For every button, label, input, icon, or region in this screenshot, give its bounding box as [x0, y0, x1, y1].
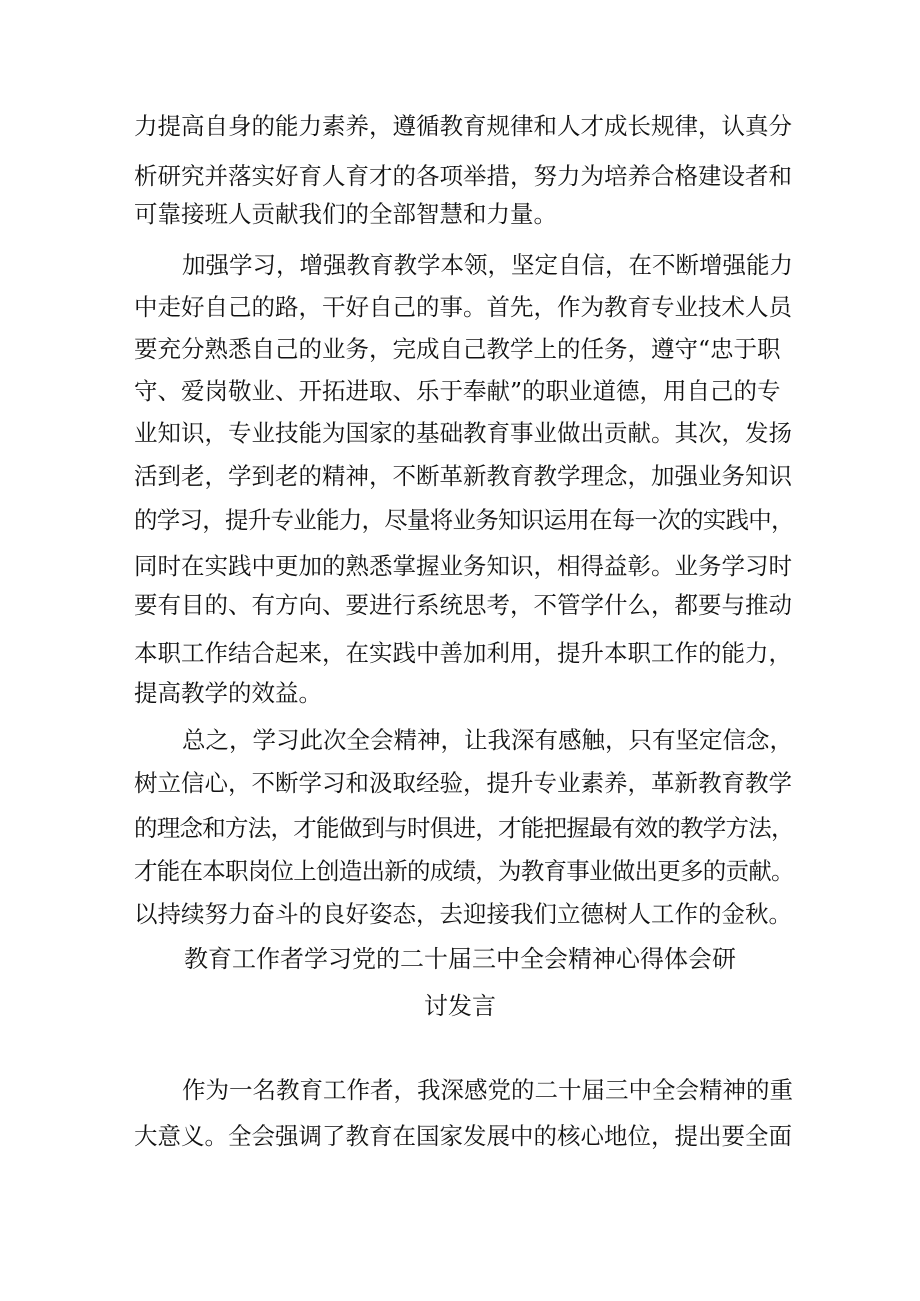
text-line: 的理念和方法，才能做到与时俱进，才能把握最有效的教学方法，: [134, 814, 794, 842]
text-line: 可靠接班人贡献我们的全部智慧和力量。: [134, 200, 557, 228]
text-line: 要有目的、有方向、要进行系统思考，不管学什么，都要与推动: [134, 591, 792, 619]
text-line: 同时在实践中更加的熟悉掌握业务知识，相得益彰。业务学习时: [134, 552, 792, 580]
text-line: 守、爱岗敬业、开拓进取、乐于奉献”的职业道德，用自己的专: [134, 377, 781, 405]
text-line: 以持续努力奋斗的良好姿态，去迎接我们立德树人工作的金秋。: [134, 900, 792, 928]
text-line: 总之，学习此次全会精神，让我深有感触，只有坚定信念，: [182, 726, 793, 754]
text-line: 业知识，专业技能为国家的基础教育事业做出贡献。其次，发扬: [134, 419, 792, 447]
text-line: 作为一名教育工作者，我深感党的二十届三中全会精神的重: [182, 1076, 793, 1104]
text-line: 才能在本职岗位上创造出新的成绩，为教育事业做出更多的贡献。: [134, 857, 794, 885]
text-line: 大意义。全会强调了教育在国家发展中的核心地位，提出要全面: [134, 1122, 792, 1150]
heading-line: 教育工作者学习党的二十届三中全会精神心得体会研: [184, 945, 736, 973]
text-line: 活到老，学到老的精神，不断革新教育教学理念，加强业务知识: [134, 462, 792, 490]
text-line: 提高教学的效益。: [134, 679, 322, 707]
text-line: 树立信心，不断学习和汲取经验，提升专业素养，革新教育教学: [134, 769, 792, 797]
heading-line: 讨发言: [424, 992, 496, 1020]
text-line: 中走好自己的路，干好自己的事。首先，作为教育专业技术人员: [134, 293, 792, 321]
text-line: 加强学习，增强教育教学本领，坚定自信，在不断增强能力: [182, 251, 793, 279]
text-line: 力提高自身的能力素养，遵循教育规律和人才成长规律，认真分: [134, 112, 792, 140]
text-line: 析研究并落实好育人育才的各项举措，努力为培养合格建设者和: [134, 162, 792, 190]
text-line: 要充分熟悉自己的业务，完成自己教学上的任务，遵守“忠于职: [134, 335, 781, 363]
text-line: 本职工作结合起来，在实践中善加利用，提升本职工作的能力，: [134, 639, 792, 667]
text-line: 的学习，提升专业能力，尽量将业务知识运用在每一次的实践中，: [134, 506, 794, 534]
